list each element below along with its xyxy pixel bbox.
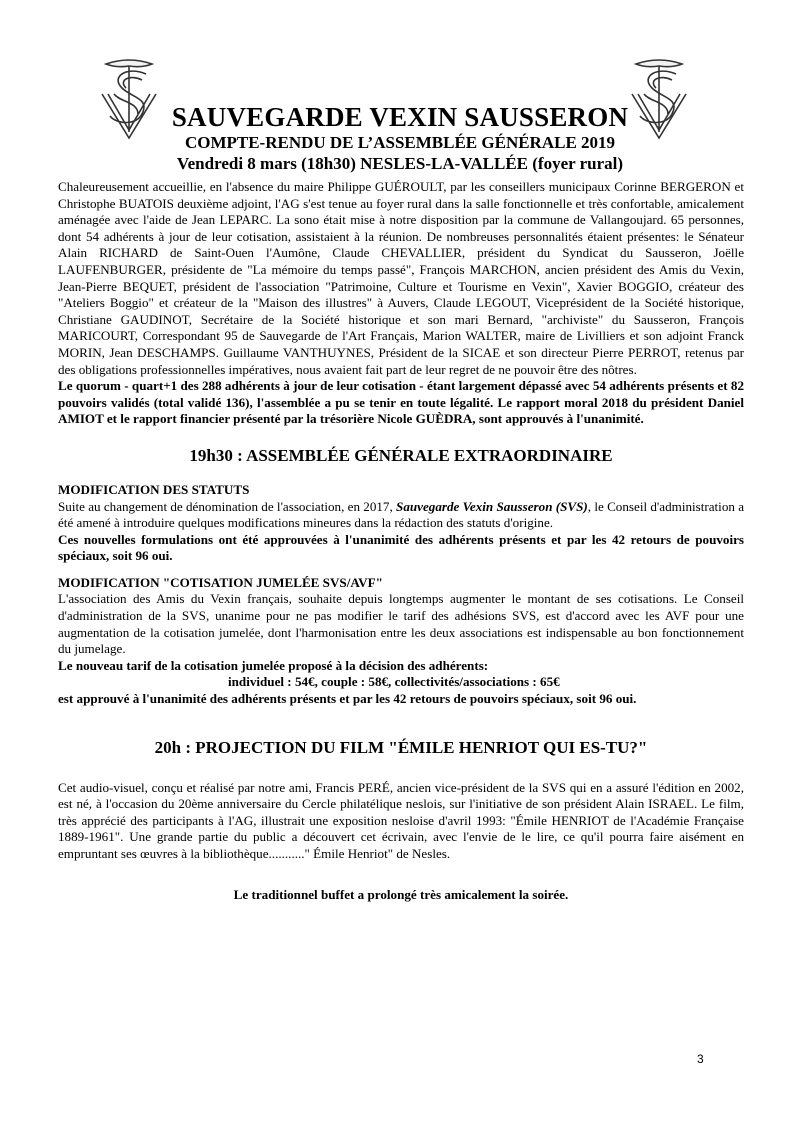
film-paragraph: Cet audio-visuel, conçu et réalisé par notre ami, Francis PERÉ, ancien vice-président de la SVS qui en a assuré l'édition en 2002, est né, à l'occasion du 20ème anniversaire du Cercle philatélique neslois, sur l'initiative de son président Alain ISRAEL. Le film, très apprécié des participants à l'AG, illustrait une exposition nesloise d'avril 1993: "Émile HENRIOT de l'Académie Française 1889-1961". Une grande partie du public a découvert cet écrivain, avec l'envie de le lire, ce qu'il pourra faire aisément en empruntant ses œuvres à la bibliothèque..........." Émile Henriot" de Nesles.: [58, 779, 744, 861]
cotisation-rates: individuel : 54€, couple : 58€, collectivités/associations : 65€: [228, 674, 560, 690]
cotisation-proposal: Le nouveau tarif de la cotisation jumelée proposé à la décision des adhérents:: [58, 657, 489, 673]
closing-line: Le traditionnel buffet a prolongé très amicalement la soirée.: [233, 886, 569, 902]
cotisation-heading: MODIFICATION "COTISATION JUMELÉE SVS/AVF": [58, 574, 383, 590]
cotisation-paragraph: L'association des Amis du Vexin français, souhaite depuis longtemps augmenter le montant de ses cotisations. Le Conseil d'administration de la SVS, unanime pour ne pas modifier le tarif des adhésions SVS, est d'accord avec les AVF pour une augmentation de la cotisation jumelée, dont l'harmonisation entre les deux associations est indispensable au bon fonctionnement du jumelage.: [58, 591, 744, 657]
intro-paragraph: Chaleureusement accueillie, en l'absence du maire Philippe GUÉROULT, par les conseillers municipaux Corinne BERGERON et Christophe BUATOIS deuxième adjoint, l'AG s'est tenue au foyer rural dans la salle fonctionnelle et très confortable, amicalement aménagée avec l'aide de Jean LEPARC. La sono était mise à notre disposition par la commune de Vallangoujard. 65 personnes, dont 54 adhérents à jour de leur cotisation, assistaient à la réunion. De nombreuses personnalités étaient présentes: le Sénateur Alain RICHARD de Saint-Ouen l'Aumône, Claude CHEVALLIER, président du Syndicat du Sausseron, Joëlle LAUFENBURGER, présidente de "La mémoire du temps passé", François MARCHON, ancien président des Amis du Vexin, Jean-Pierre BEQUET, président de l'association "Patrimoine, Culture et Tourisme en Vexin", Xavier BOGGIO, créateur des "Ateliers Boggio" et créateur de la "Maison des illustres" à Auvers, Claude LEGOUT, Viceprésident de la Société historique, Christiane GAUDINOT, Secrétaire de la Société historique et son mari Bernard, "archiviste" du Sausseron, François MARICOURT, Correspondant 95 de Sauvegarde de l'Art Français, Marion WALTER, maire de Livilliers et son adjoint Franck MORIN, Jean DESCHAMPS. Guillaume VANTHUYNES, Président de la SICAE et son directeur Pierre PERROT, retenus par des obligations professionnelles impératives, nous avaient fait part de leur regret de ne pouvoir être des nôtres.: [58, 179, 744, 377]
extraordinary-assembly-title: 19h30 : ASSEMBLÉE GÉNÉRALE EXTRAORDINAIRE: [189, 445, 613, 465]
quorum-paragraph: Le quorum - quart+1 des 288 adhérents à jour de leur cotisation - étant largement dépassé avec 54 adhérents présents et 82 pouvoirs validés (total validé 136), l'assemblée a pu se tenir en toute légalité. Le rapport moral 2018 du président Daniel AMIOT et le rapport financier présenté par la trésorière Nicole GUÈDRA, sont approuvés à l'unanimité.: [58, 378, 744, 427]
statuts-text-after: , le Conseil d'administration a été amené à introduire quelques modifications mineures dans la rédaction des statuts d'origine.: [58, 498, 745, 531]
statuts-text-before: Suite au changement de dénomination de l'association, en 2017,: [58, 498, 397, 514]
cotisation-approval: est approuvé à l'unanimité des adhérents présents et par les 42 retours de pouvoirs spéciaux, soit 96 oui.: [58, 691, 637, 707]
page-number: 3: [697, 1052, 704, 1066]
document-body: [58, 179, 744, 903]
document-title: SAUVEGARDE VEXIN SAUSSERON: [171, 102, 629, 132]
statuts-paragraph: [58, 499, 744, 532]
association-name: Sauvegarde Vexin Sausseron (SVS): [396, 498, 588, 514]
film-section-title: 20h : PROJECTION DU FILM "ÉMILE HENRIOT QUI ES-TU?": [154, 737, 648, 757]
document-header: [0, 102, 800, 174]
statuts-approval: Ces nouvelles formulations ont été approuvées à l'unanimité des adhérents présents et par les 42 retours de pouvoirs spéciaux, soit 96 oui.: [58, 531, 744, 564]
report-subtitle: COMPTE-RENDU DE L’ASSEMBLÉE GÉNÉRALE 2019: [184, 133, 616, 152]
statuts-heading: MODIFICATION DES STATUTS: [58, 481, 250, 497]
meeting-date-location: Vendredi 8 mars (18h30) NESLES-LA-VALLÉE (foyer rural): [176, 154, 624, 173]
